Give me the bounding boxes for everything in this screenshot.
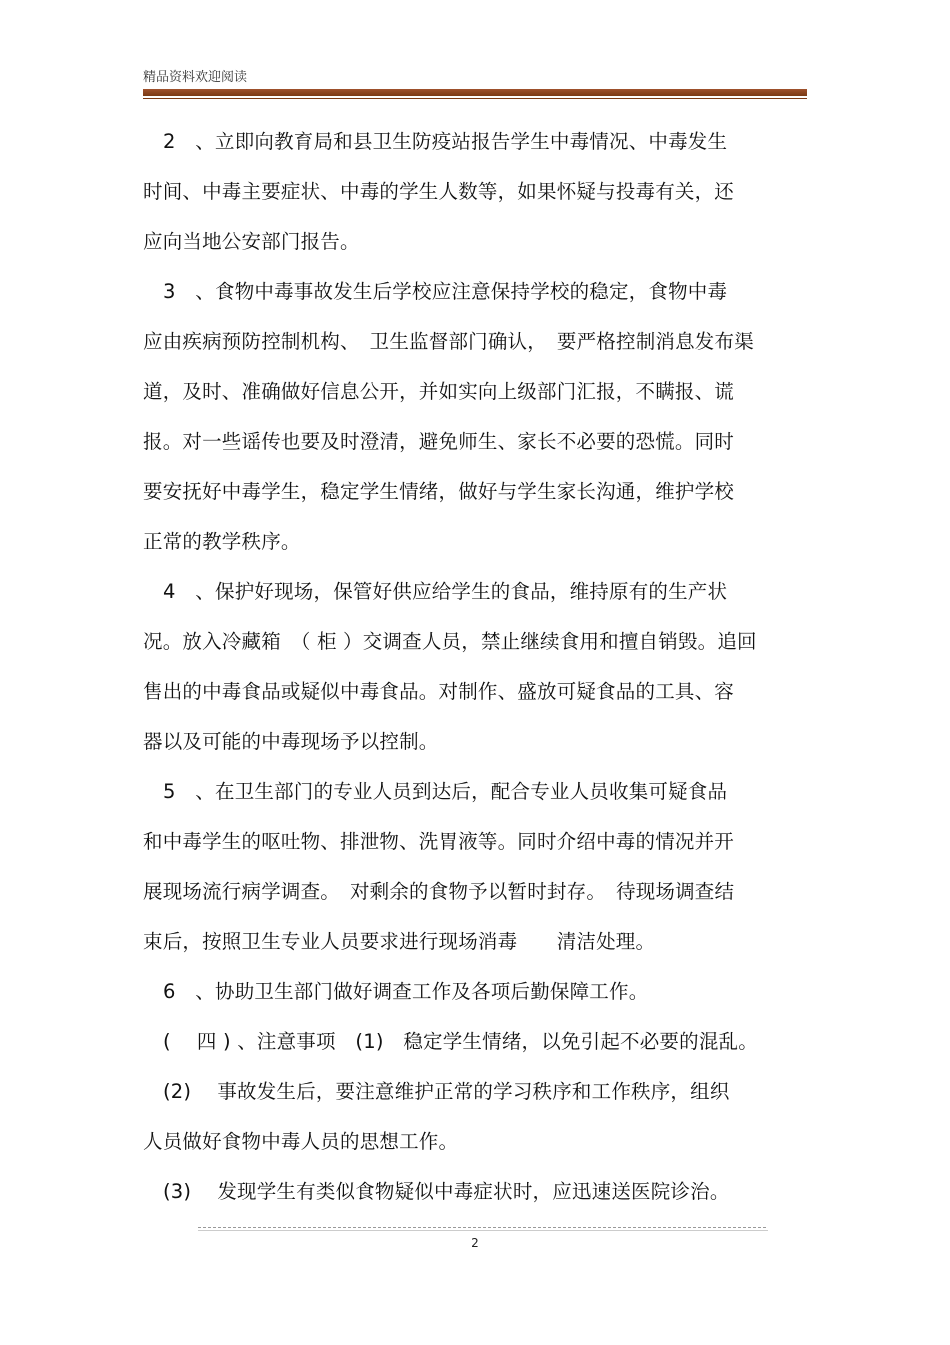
footer-rule — [198, 1227, 768, 1228]
text-line: (3) 发现学生有类似食物疑似中毒症状时，应迅速送医院诊治。 — [163, 1180, 730, 1203]
text-line: 4 、保护好现场，保管好供应给学生的食品，维持原有的生产状 — [163, 580, 728, 603]
text-line: 和中毒学生的呕吐物、排泄物、洗胃液等。同时介绍中毒的情况并开 — [143, 830, 735, 853]
header-rule-thin — [143, 98, 807, 99]
header-rule-thick — [143, 89, 807, 96]
text-line: 束后，按照卫生专业人员要求进行现场消毒 清洁处理。 — [143, 930, 656, 953]
text-line: 应向当地公安部门报告。 — [143, 230, 360, 253]
text-line: 应由疾病预防控制机构、 卫生监督部门确认， 要严格控制消息发布渠 — [143, 330, 754, 353]
text-line: 报。对一些谣传也要及时澄清，避免师生、家长不必要的恐慌。同时 — [143, 430, 735, 453]
text-line: ( 四 ) 、注意事项 (1) 稳定学生情绪，以免引起不必要的混乱。 — [163, 1030, 758, 1053]
text-line: 2 、立即向教育局和县卫生防疫站报告学生中毒情况、中毒发生 — [163, 130, 728, 153]
text-line: 展现场流行病学调查。 对剩余的食物予以暂时封存。 待现场调查结 — [143, 880, 735, 903]
text-line: 正常的教学秩序。 — [143, 530, 301, 553]
text-line: (2) 事故发生后，要注意维护正常的学习秩序和工作秩序，组织 — [163, 1080, 730, 1103]
text-line: 时间、中毒主要症状、中毒的学生人数等，如果怀疑与投毒有关，还 — [143, 180, 735, 203]
text-line: 人员做好食物中毒人员的思想工作。 — [143, 1130, 459, 1153]
footer-rule-secondary — [198, 1230, 768, 1231]
text-line: 要安抚好中毒学生，稳定学生情绪，做好与学生家长沟通，维护学校 — [143, 480, 735, 503]
text-line: 5 、在卫生部门的专业人员到达后，配合专业人员收集可疑食品 — [163, 780, 728, 803]
text-line: 6 、协助卫生部门做好调查工作及各项后勤保障工作。 — [163, 980, 649, 1003]
text-line: 道，及时、准确做好信息公开，并如实向上级部门汇报，不瞒报、谎 — [143, 380, 735, 403]
text-line: 售出的中毒食品或疑似中毒食品。对制作、盛放可疑食品的工具、容 — [143, 680, 735, 703]
text-line: 3 、食物中毒事故发生后学校应注意保持学校的稳定，食物中毒 — [163, 280, 728, 303]
page-header: 精品资料欢迎阅读 — [143, 70, 248, 85]
text-line: 器以及可能的中毒现场予以控制。 — [143, 730, 439, 753]
page-number: 2 — [471, 1236, 479, 1250]
text-line: 况。放入冷藏箱 （ 柜 ）交调查人员，禁止继续食用和擅自销毁。追回 — [143, 630, 757, 653]
